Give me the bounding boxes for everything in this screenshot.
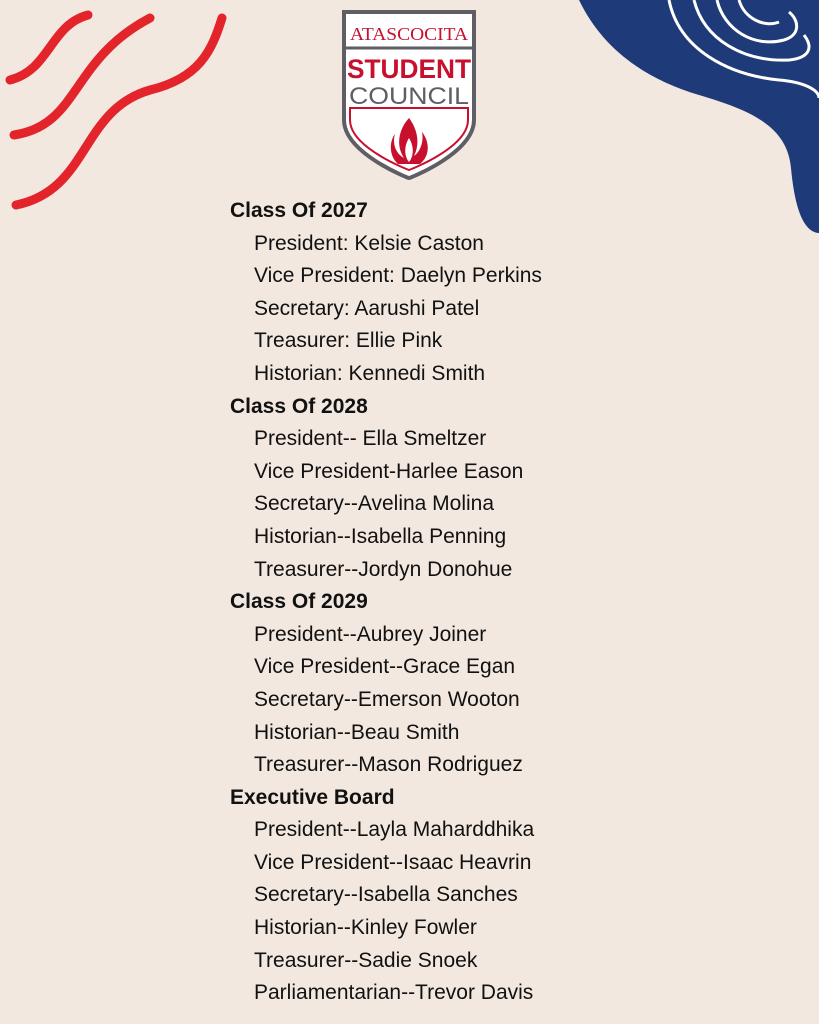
officer-entry: Treasurer--Jordyn Donohue xyxy=(254,557,513,581)
officer-entry: Historian--Isabella Penning xyxy=(254,524,507,548)
officer-entry: Vice President--Isaac Heavrin xyxy=(254,850,532,874)
navy-contour-decoration xyxy=(579,0,819,240)
officer-entry: Treasurer--Sadie Snoek xyxy=(254,948,478,972)
officer-entry: Historian: Kennedi Smith xyxy=(254,361,486,385)
officer-entry: President--Aubrey Joiner xyxy=(254,622,487,646)
logo-line-3: COUNCIL xyxy=(349,83,469,110)
section-heading: Class Of 2029 xyxy=(230,590,368,614)
roster-section xyxy=(230,782,542,1010)
officer-entry: Vice President--Grace Egan xyxy=(254,655,516,679)
roster-section xyxy=(230,391,542,587)
officer-entry: Secretary--Isabella Sanches xyxy=(254,883,518,907)
officer-entry: Secretary--Emerson Wooton xyxy=(254,687,520,711)
roster-section xyxy=(230,195,542,391)
officer-entry: Secretary: Aarushi Patel xyxy=(254,296,480,320)
officer-entry: Treasurer--Mason Rodriguez xyxy=(254,753,523,777)
section-heading: Class Of 2028 xyxy=(230,394,368,418)
officer-roster xyxy=(230,195,542,1010)
officer-entry: Treasurer: Ellie Pink xyxy=(254,329,443,353)
section-heading: Executive Board xyxy=(230,785,395,809)
officer-entry: Historian--Kinley Fowler xyxy=(254,916,477,940)
officer-entry: President-- Ella Smeltzer xyxy=(254,427,487,451)
logo-line-2: STUDENT xyxy=(347,54,472,84)
officer-entry: Parliamentarian--Trevor Davis xyxy=(254,981,534,1005)
section-heading: Class Of 2027 xyxy=(230,199,368,222)
red-wave-decoration xyxy=(0,0,240,220)
officer-entry: Secretary--Avelina Molina xyxy=(254,492,495,516)
officer-entry: Historian--Beau Smith xyxy=(254,720,460,744)
student-council-logo xyxy=(340,8,478,180)
officer-entry: Vice President: Daelyn Perkins xyxy=(254,264,542,288)
roster-section xyxy=(230,586,542,782)
logo-line-1: ATASCOCITA xyxy=(350,24,469,44)
officer-entry: President--Layla Maharddhika xyxy=(254,818,535,842)
officer-entry: President: Kelsie Caston xyxy=(254,231,484,255)
officer-entry: Vice President-Harlee Eason xyxy=(254,459,524,483)
